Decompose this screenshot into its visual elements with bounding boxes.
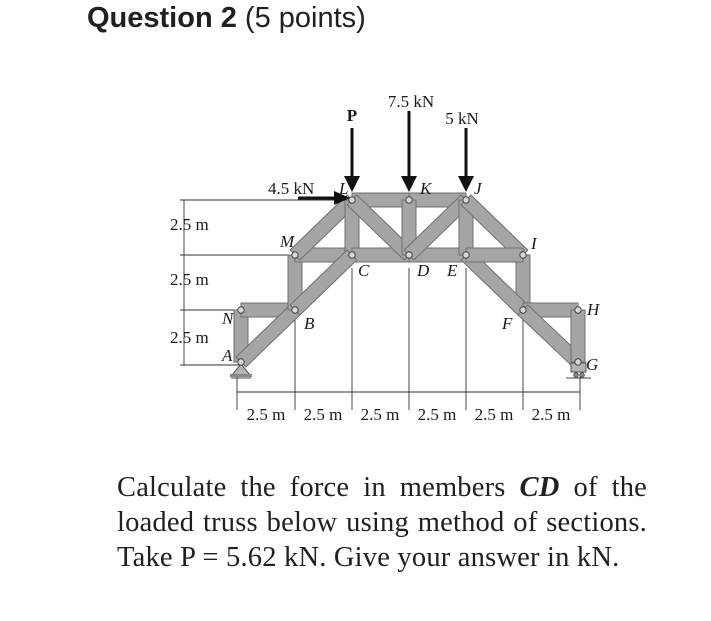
- question-label: Question 2: [87, 2, 237, 34]
- joint-pin-n: [238, 307, 244, 313]
- joint-pin-j: [463, 197, 469, 203]
- load-label-p: P: [346, 106, 358, 125]
- joint-pin-k: [406, 197, 412, 203]
- vertical-dimension-label: 2.5 m: [170, 270, 209, 289]
- node-label-h: H: [587, 300, 600, 319]
- joint-pin-l: [349, 197, 355, 203]
- node-label-k: K: [420, 179, 432, 198]
- joint-pin-a: [238, 359, 244, 365]
- node-label-c: C: [358, 261, 370, 280]
- node-label-l: L: [339, 179, 349, 198]
- joint-pin-c: [349, 252, 355, 258]
- joint-pin-i: [520, 252, 526, 258]
- node-label-a: A: [222, 346, 233, 365]
- problem-statement: [117, 470, 647, 575]
- joint-pin-f: [520, 307, 526, 313]
- load-label-k: 7.5 kN: [387, 92, 435, 111]
- node-label-i: I: [531, 234, 537, 253]
- joint-pin-d: [406, 252, 412, 258]
- truss-member-hg: [571, 310, 585, 362]
- horizontal-dimension-label: 2.5 m: [417, 405, 457, 424]
- horizontal-dimension-label: 2.5 m: [246, 405, 286, 424]
- horizontal-dimension-label: 2.5 m: [360, 405, 400, 424]
- problem-text-start: Calculate the force in members: [117, 472, 520, 503]
- node-label-g: G: [586, 355, 599, 374]
- vertical-dimension-label: 2.5 m: [170, 328, 209, 347]
- truss-member-ei: [466, 248, 523, 262]
- load-label-j: 5 kN: [445, 109, 479, 128]
- load-arrow-j: [458, 128, 474, 192]
- load-arrow-k: [401, 111, 417, 192]
- question-points: (5 points): [244, 2, 366, 34]
- load-labels: [268, 92, 479, 198]
- node-label-e: E: [447, 261, 458, 280]
- node-label-j: J: [474, 179, 482, 198]
- horizontal-dimension-label: 2.5 m: [531, 405, 571, 424]
- supports: [230, 363, 591, 378]
- horizontal-dimension-label: 2.5 m: [474, 405, 514, 424]
- node-label-b: B: [304, 314, 315, 333]
- node-label-m: M: [280, 232, 295, 251]
- member-name: CD: [519, 472, 560, 503]
- joint-pin-g: [575, 359, 581, 365]
- joint-pin-h: [575, 307, 581, 313]
- joint-pin-e: [463, 252, 469, 258]
- load-label-l: 4.5 kN: [268, 179, 315, 198]
- joint-pin-m: [292, 252, 298, 258]
- node-label-n: N: [222, 309, 234, 328]
- vertical-dimension-label: 2.5 m: [170, 215, 209, 234]
- joint-pin-b: [292, 307, 298, 313]
- node-label-f: F: [502, 314, 513, 333]
- problem-text-end: of the loaded truss below using method of sections. Take P = 5.62 kN. Give your answer in kN.: [117, 472, 648, 573]
- truss-members: [234, 193, 585, 367]
- horizontal-dimension-label: 2.5 m: [303, 405, 343, 424]
- node-label-d: D: [417, 261, 430, 280]
- pin-support-a: [230, 364, 252, 378]
